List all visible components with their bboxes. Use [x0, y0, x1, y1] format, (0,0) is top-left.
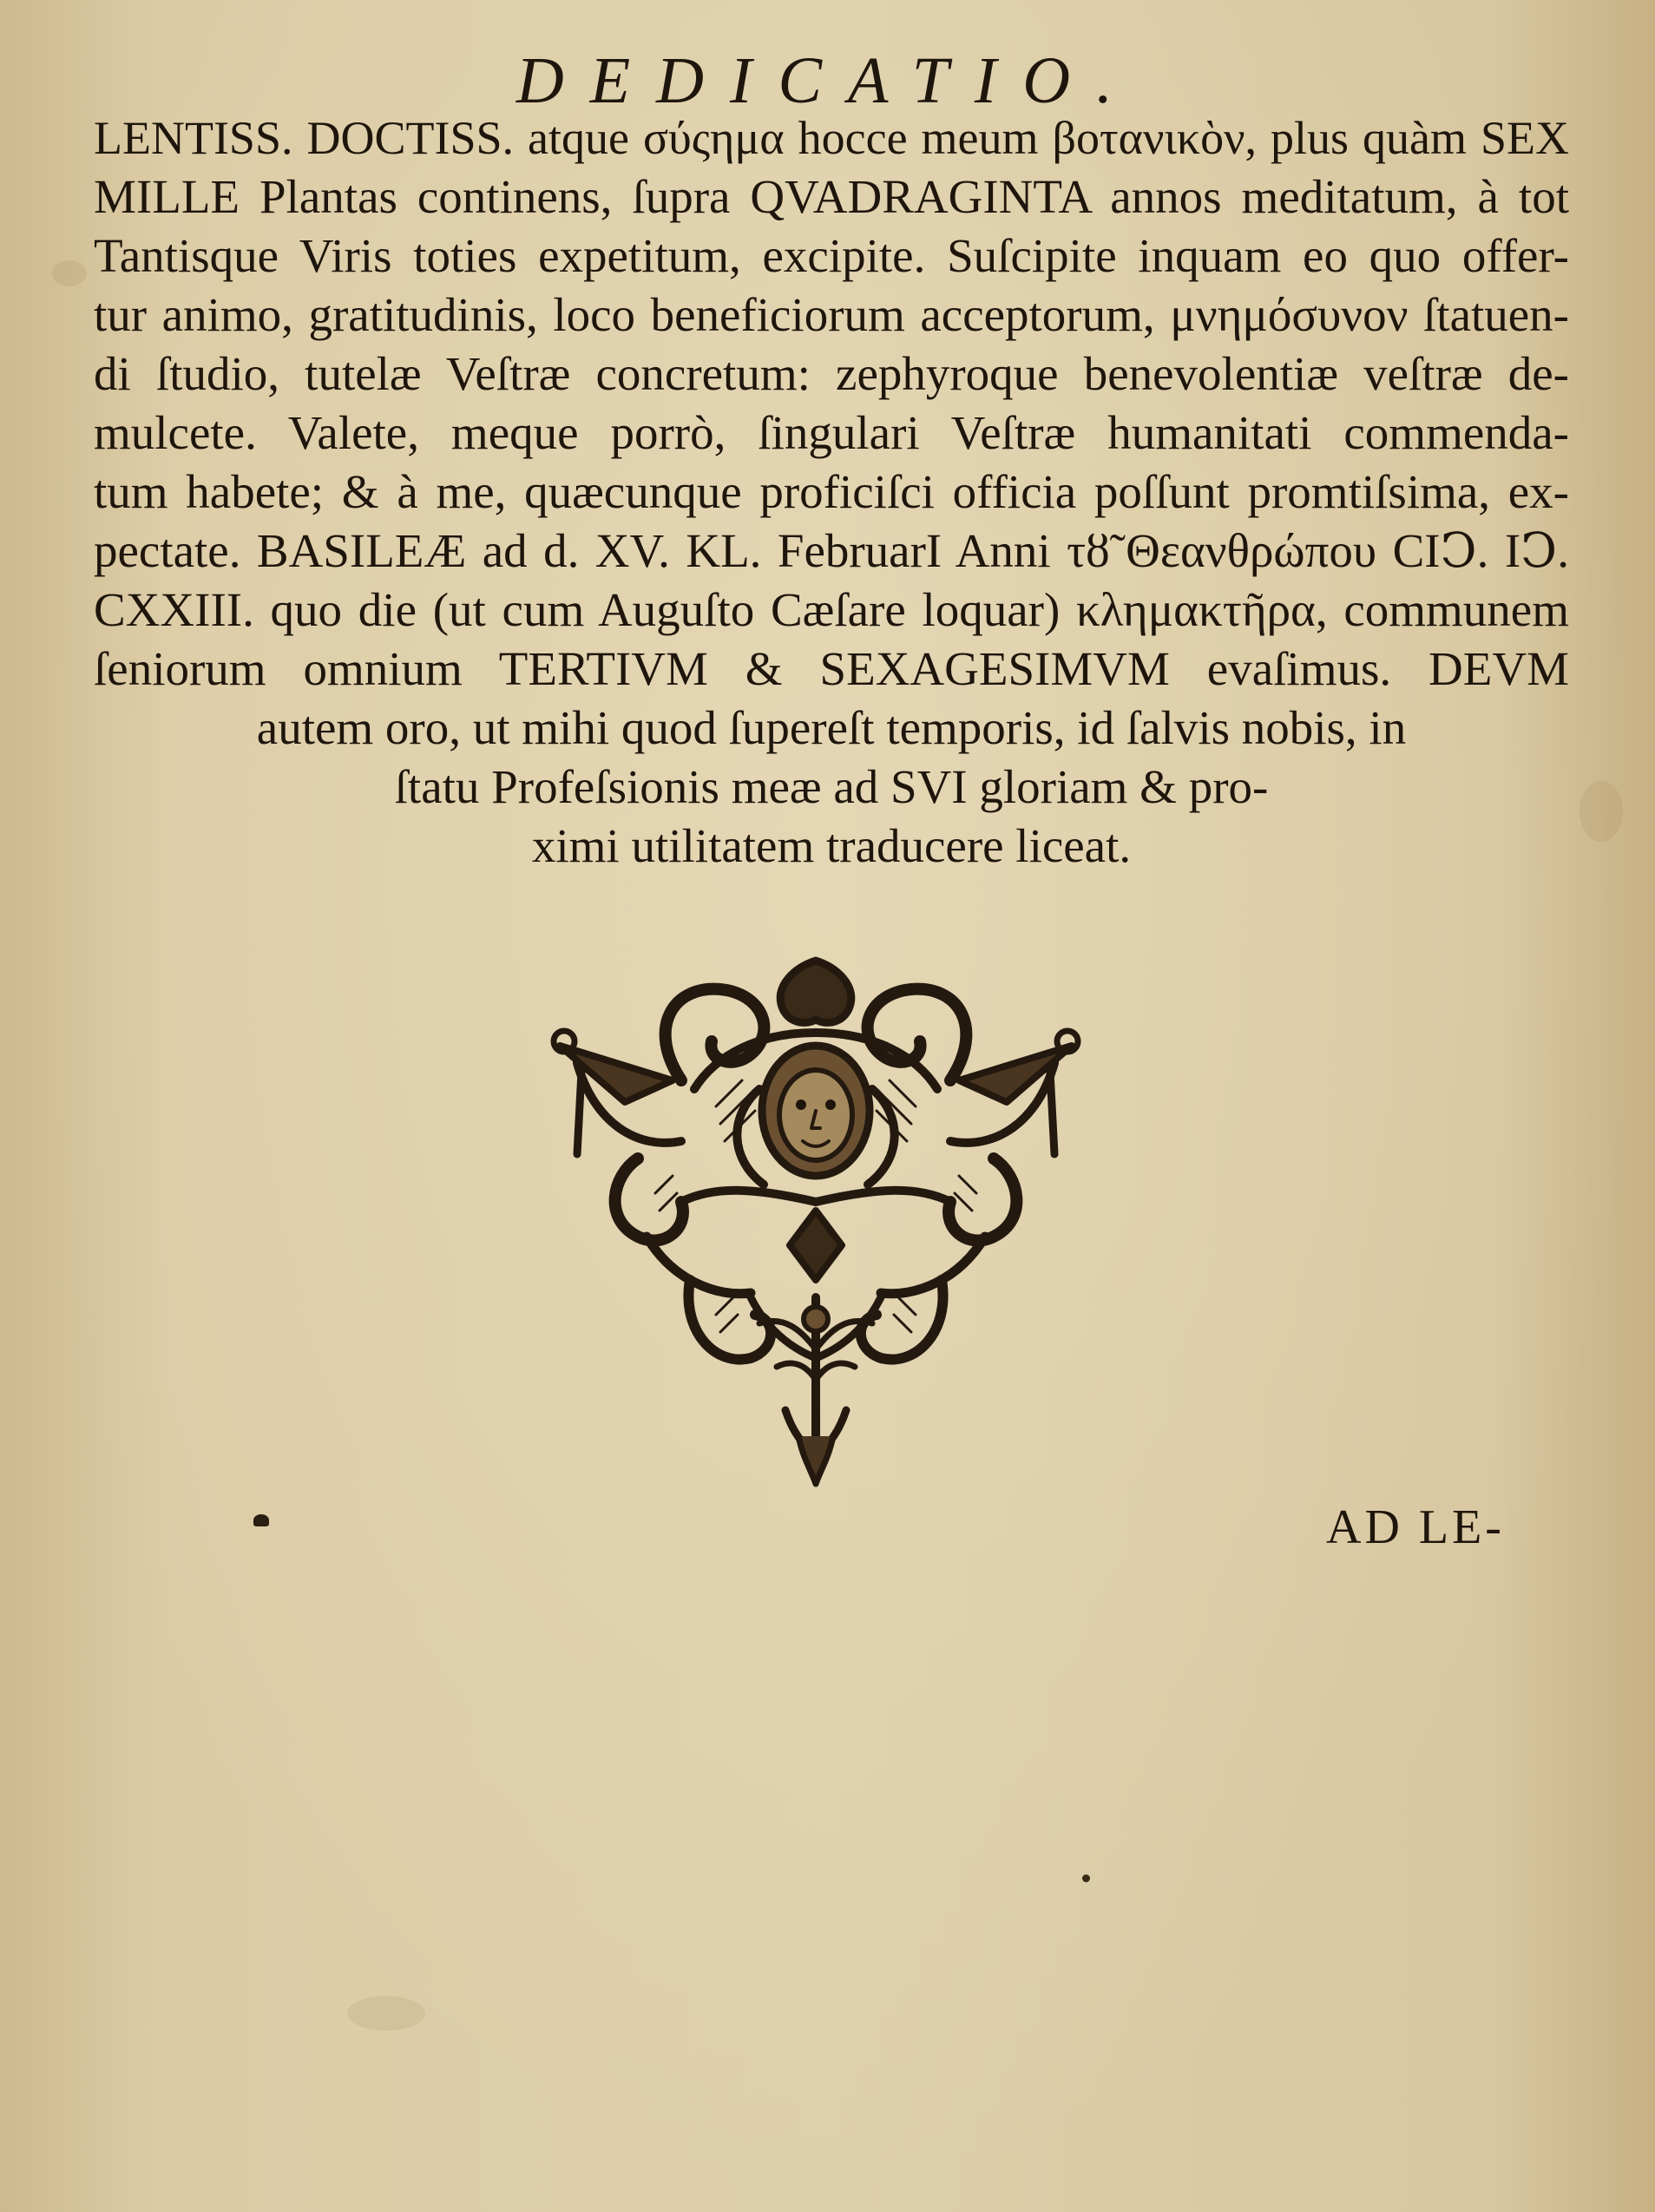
text-line-1: LENTISS. DOCTISS. atque σύςημα hocce meum βοτανικὸν, plus quàm SEX	[94, 112, 1569, 164]
text-line-3: Tantisque Viris toties expetitum, excipite. Suſcipite inquam eo quo offer-	[94, 229, 1569, 282]
text-line-7: tum habete; & à me, quæcunque proficiſci officia poſſunt promtiſsima, ex-	[94, 465, 1569, 518]
printer-mark	[253, 1514, 269, 1526]
text-line-12: ſtatu Profeſsionis meæ ad SVI gloriam & pro-	[394, 760, 1269, 813]
text-line-2: MILLE Plantas continens, ſupra QVADRAGINTA annos meditatum, à tot	[94, 170, 1569, 223]
paper-stain	[52, 260, 87, 286]
paper-stain	[1579, 781, 1623, 842]
text-line-6: mulcete. Valete, meque porrò, ſingulari Veſtræ humanitati commenda-	[94, 406, 1569, 459]
text-line-11: autem oro, ut mihi quod ſupereſt temporis, id ſalvis nobis, in	[256, 701, 1407, 754]
text-line-5: di ſtudio, tutelæ Veſtræ concretum: zephyroque benevolentiæ veſtræ de-	[94, 347, 1569, 400]
dedication-text	[94, 108, 1569, 876]
text-line-4: tur animo, gratitudinis, loco beneficiorum acceptorum, μνημόσυνον ſtatuen-	[94, 288, 1569, 341]
ink-speck	[1082, 1874, 1090, 1882]
text-line-13: ximi utilitatem traducere liceat.	[531, 819, 1132, 872]
running-head: DEDICATIO.	[516, 44, 1139, 117]
paper-stain	[347, 1996, 425, 2031]
text-line-8: pectate. BASILEÆ ad d. XV. KL. FebruarI Anni τȣ̃ Θεανθρώπου CIↃ. IↃ.	[94, 524, 1569, 577]
woodcut-ornament	[542, 950, 1089, 1493]
catchword: AD LE-	[1326, 1500, 1505, 1554]
text-line-10: ſeniorum omnium TERTIVM & SEXAGESIMVM evaſimus. DEVM	[94, 642, 1569, 695]
text-line-9: CXXIII. quo die (ut cum Auguſto Cæſare loquar) κλημακτῆρα, communem	[94, 583, 1569, 636]
